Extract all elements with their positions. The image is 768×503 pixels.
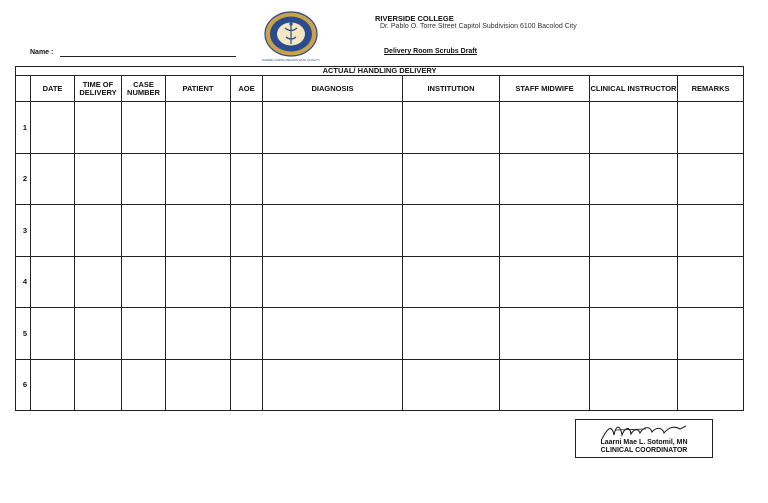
group-header: ACTUAL/ HANDLING DELIVERY [16,67,744,76]
cell-case-number[interactable] [122,308,166,360]
column-header-aoe: AOE [231,76,263,102]
cell-aoe[interactable] [231,308,263,360]
signature-box [575,419,713,458]
cell-remarks[interactable] [678,308,744,360]
riverside-college-seal-icon [264,11,318,57]
cell-patient[interactable] [166,153,231,205]
cell-diagnosis[interactable] [263,153,403,205]
cell-diagnosis[interactable] [263,205,403,257]
table-row [16,359,744,411]
cell-staff-midwife[interactable] [500,256,590,308]
cell-diagnosis[interactable] [263,102,403,154]
cell-date[interactable] [31,102,75,154]
column-header-staff-midwife: STAFF MIDWIFE [500,76,590,102]
cell-date[interactable] [31,153,75,205]
row-number: 2 [16,153,31,205]
cell-patient[interactable] [166,102,231,154]
cell-aoe[interactable] [231,153,263,205]
cell-diagnosis[interactable] [263,359,403,411]
cell-clinical-instructor[interactable] [590,256,678,308]
row-number: 3 [16,205,31,257]
name-label: Name : [30,49,54,56]
cell-case-number[interactable] [122,153,166,205]
cell-remarks[interactable] [678,359,744,411]
table-body [16,102,744,411]
column-header-patient: PATIENT [166,76,231,102]
cell-remarks[interactable] [678,205,744,257]
cell-diagnosis[interactable] [263,256,403,308]
cell-aoe[interactable] [231,359,263,411]
cell-clinical-instructor[interactable] [590,153,678,205]
column-header-diagnosis: DIAGNOSIS [263,76,403,102]
cell-institution[interactable] [403,308,500,360]
cell-date[interactable] [31,256,75,308]
row-number: 1 [16,102,31,154]
cell-aoe[interactable] [231,205,263,257]
row-number: 4 [16,256,31,308]
signatory-name: Laarni Mae L. Sotomil, MN [600,439,688,446]
cell-patient[interactable] [166,308,231,360]
cell-remarks[interactable] [678,102,744,154]
table-row [16,205,744,257]
column-header-institution: INSTITUTION [403,76,500,102]
table-row [16,256,744,308]
column-header-clinical-instructor: CLINICAL INSTRUCTOR [590,76,678,102]
column-header-remarks: REMARKS [678,76,744,102]
cell-time-of-delivery[interactable] [75,153,122,205]
table-row [16,308,744,360]
cell-aoe[interactable] [231,102,263,154]
cell-institution[interactable] [403,359,500,411]
signatory-title: CLINICAL COORDINATOR [600,447,688,454]
cell-date[interactable] [31,359,75,411]
cell-diagnosis[interactable] [263,308,403,360]
cell-institution[interactable] [403,153,500,205]
cell-staff-midwife[interactable] [500,205,590,257]
cell-time-of-delivery[interactable] [75,205,122,257]
cell-time-of-delivery[interactable] [75,256,122,308]
cell-patient[interactable] [166,205,231,257]
cell-date[interactable] [31,205,75,257]
cell-institution[interactable] [403,256,500,308]
cell-institution[interactable] [403,102,500,154]
cell-remarks[interactable] [678,153,744,205]
column-header-date: DATE [31,76,75,102]
name-field[interactable] [60,56,236,57]
cell-time-of-delivery[interactable] [75,308,122,360]
cell-patient[interactable] [166,359,231,411]
delivery-log-table [15,66,744,411]
cell-aoe[interactable] [231,256,263,308]
cell-staff-midwife[interactable] [500,308,590,360]
table-row [16,102,744,154]
cell-staff-midwife[interactable] [500,359,590,411]
cell-case-number[interactable] [122,359,166,411]
cell-clinical-instructor[interactable] [590,102,678,154]
cell-time-of-delivery[interactable] [75,102,122,154]
cell-staff-midwife[interactable] [500,102,590,154]
logo-caption: WHERE CARING BEGINS WITH QUALITY [262,58,321,62]
cell-institution[interactable] [403,205,500,257]
column-header-number [16,76,31,102]
cell-remarks[interactable] [678,256,744,308]
cell-clinical-instructor[interactable] [590,308,678,360]
cell-patient[interactable] [166,256,231,308]
cell-case-number[interactable] [122,205,166,257]
cell-staff-midwife[interactable] [500,153,590,205]
form-title: Delivery Room Scrubs Draft [384,48,477,55]
cell-clinical-instructor[interactable] [590,205,678,257]
column-header-case-number: CASE NUMBER [122,76,166,102]
cell-case-number[interactable] [122,256,166,308]
college-address: Dr. Pablo O. Torre Street Capitol Subdivision 6100 Bacolod City [380,23,577,30]
college-name: RIVERSIDE COLLEGE [375,14,454,23]
column-header-time-of-delivery: TIME OF DELIVERY [75,76,122,102]
cell-clinical-instructor[interactable] [590,359,678,411]
cell-time-of-delivery[interactable] [75,359,122,411]
table-row [16,153,744,205]
cell-case-number[interactable] [122,102,166,154]
row-number: 5 [16,308,31,360]
cell-date[interactable] [31,308,75,360]
row-number: 6 [16,359,31,411]
